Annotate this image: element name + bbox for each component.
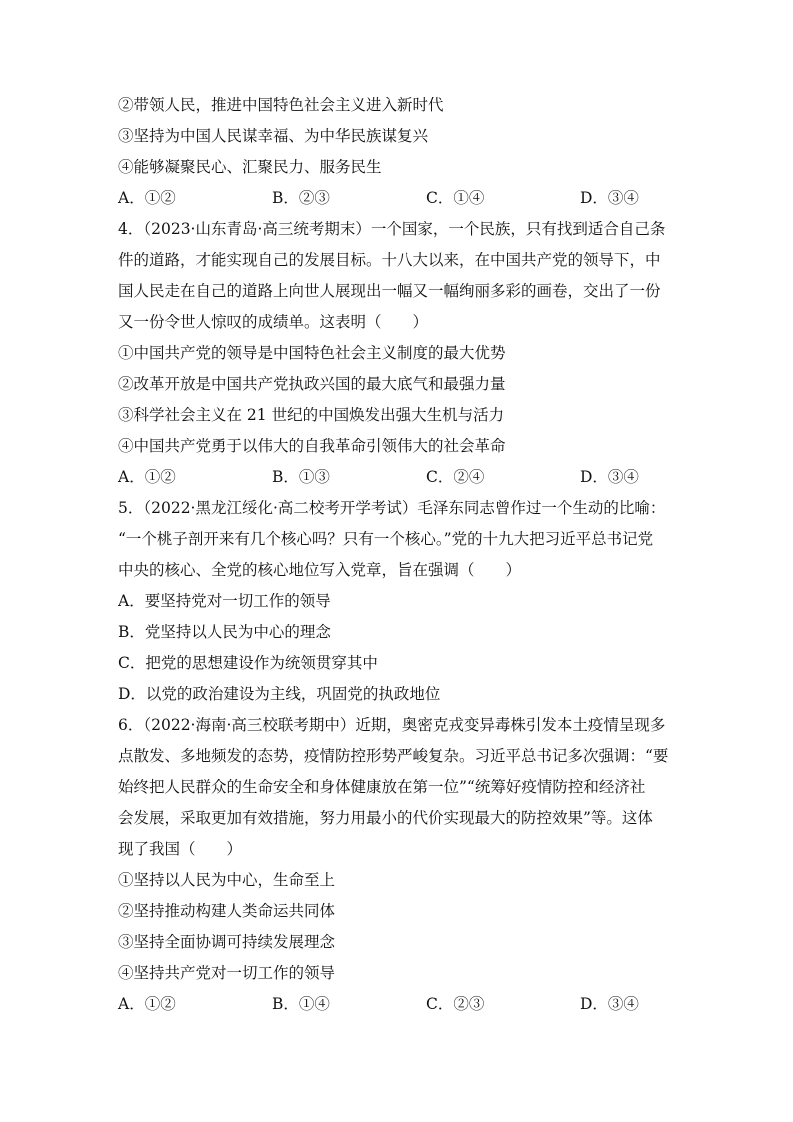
statement-item: ④坚持共产党对一切工作的领导 xyxy=(118,964,336,982)
option-d[interactable]: D．以党的政治建设为主线，巩固党的执政地位 xyxy=(118,685,441,703)
question-5 xyxy=(118,493,680,710)
question-stem: 会发展，采取更加有效措施，努力用最小的代价实现最大的防控效果”等。这体 xyxy=(118,809,653,827)
question-stem: 现了我国（ ） xyxy=(118,840,243,858)
statement-item: ②坚持推动构建人类命运共同体 xyxy=(118,902,336,920)
option-b[interactable]: B．党坚持以人民为中心的理念 xyxy=(118,623,331,641)
question-stem: 点散发、多地频发的态势，疫情防控形势严峻复杂。习近平总书记多次强调：“要 xyxy=(118,747,669,765)
question-stem: 国人民走在自己的道路上向世人展现出一幅又一幅绚丽多彩的画卷，交出了一份 xyxy=(118,282,661,300)
statement-item: ②改革开放是中国共产党执政兴国的最大底气和最强力量 xyxy=(118,375,506,393)
answer-options xyxy=(118,989,680,1020)
question-stem: 始终把人民群众的生命安全和身体健康放在第一位”“统筹好疫情防控和经济社 xyxy=(118,778,646,796)
option-a[interactable]: A．①② xyxy=(118,189,176,207)
answer-options xyxy=(118,183,680,214)
option-d[interactable]: D．③④ xyxy=(580,468,639,486)
question-page xyxy=(118,90,680,1020)
statement-item: ③坚持全面协调可持续发展理念 xyxy=(118,933,336,951)
option-c[interactable]: C．②④ xyxy=(426,468,485,486)
option-c[interactable]: C．把党的思想建设作为统领贯穿其中 xyxy=(118,654,378,672)
statement-item: ①坚持以人民为中心，生命至上 xyxy=(118,871,336,889)
question-stem: 6．（2022·海南·高三校联考期中）近期，奥密克戎变异毒株引发本土疫情呈现多 xyxy=(118,716,666,734)
option-d[interactable]: D．③④ xyxy=(580,995,639,1013)
statement-item: ④中国共产党勇于以伟大的自我革命引领伟大的社会革命 xyxy=(118,437,506,455)
option-b[interactable]: B．①④ xyxy=(272,995,330,1013)
question-stem: 中央的核心、全党的核心地位写入党章，旨在强调（ ） xyxy=(118,561,522,579)
question-stem: 又一份令世人惊叹的成绩单。这表明（ ） xyxy=(118,313,429,331)
statement-item: ③科学社会主义在 21 世纪的中国焕发出强大生机与活力 xyxy=(118,406,505,424)
question-stem: 4．（2023·山东青岛·高三统考期末）一个国家，一个民族，只有找到适合自己条 xyxy=(118,220,666,238)
question-6 xyxy=(118,710,680,1020)
statement-item: ④能够凝聚民心、汇聚民力、服务民生 xyxy=(118,158,382,176)
answer-options xyxy=(118,462,680,493)
statement-item: ②带领人民，推进中国特色社会主义进入新时代 xyxy=(118,96,444,114)
option-a[interactable]: A．①② xyxy=(118,468,176,486)
question-4 xyxy=(118,214,680,493)
option-b[interactable]: B．②③ xyxy=(272,189,330,207)
question-stem: “一个桃子剖开来有几个核心吗？只有一个核心。”党的十九大把习近平总书记党 xyxy=(118,530,654,548)
option-a[interactable]: A．①② xyxy=(118,995,176,1013)
question-stem: 5．（2022·黑龙江绥化·高二校考开学考试）毛泽东同志曾作过一个生动的比喻： xyxy=(118,499,666,517)
question-3 xyxy=(118,90,680,214)
statement-item: ①中国共产党的领导是中国特色社会主义制度的最大优势 xyxy=(118,344,506,362)
option-d[interactable]: D．③④ xyxy=(580,189,639,207)
question-stem: 件的道路，才能实现自己的发展目标。十八大以来，在中国共产党的领导下，中 xyxy=(118,251,661,269)
option-a[interactable]: A．要坚持党对一切工作的领导 xyxy=(118,592,331,610)
option-c[interactable]: C．②③ xyxy=(426,995,485,1013)
statement-item: ③坚持为中国人民谋幸福、为中华民族谋复兴 xyxy=(118,127,429,145)
option-c[interactable]: C．①④ xyxy=(426,189,485,207)
option-b[interactable]: B．①③ xyxy=(272,468,330,486)
